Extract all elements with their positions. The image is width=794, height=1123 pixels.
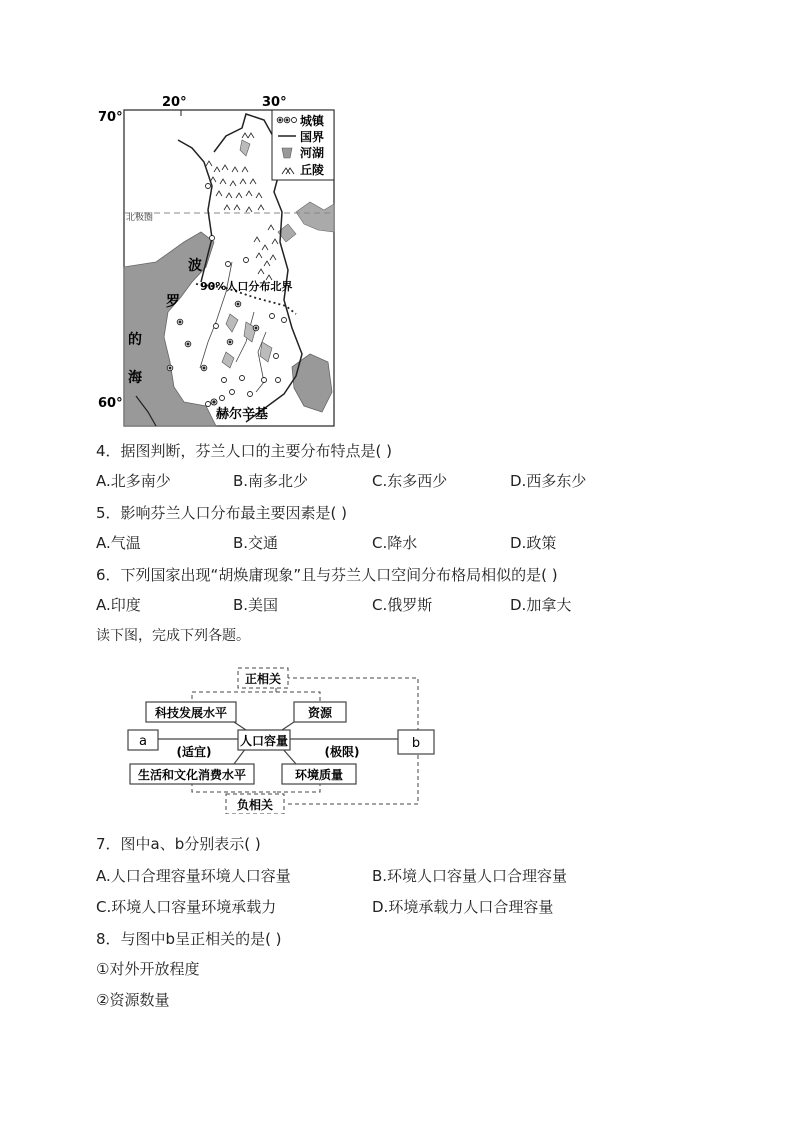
q7-option-b[interactable]: B.环境人口容量人口合理容量 [372,867,568,885]
q4-option-a[interactable]: A.北多南少 [96,472,171,490]
fit-label: (适宜) [176,745,212,759]
arctic-circle-label: 北极圈 [126,213,154,223]
environment-quality-label: 环境质量 [294,768,344,782]
q8-item-2: ②资源数量 [96,991,170,1009]
tech-level-label: 科技发展水平 [154,706,228,720]
box-b-label: b [411,736,421,751]
sea-char-2: 罗 [166,294,180,310]
negative-correlation-label: 负相关 [236,798,274,812]
q6-option-c[interactable]: C.俄罗斯 [372,596,433,614]
population-capacity-label: 人口容量 [239,734,289,748]
q8-item-1: ①对外开放程度 [96,960,200,978]
resource-label: 资源 [307,706,333,720]
q5-option-d[interactable]: D.政策 [510,534,557,552]
limit-label: (极限) [324,745,360,759]
question-5: 5．影响芬兰人口分布最主要因素是( ) [96,504,348,522]
instruction: 读下图，完成下列各题。 [96,628,250,644]
sea-char-4: 海 [128,370,142,386]
q7-option-d[interactable]: D.环境承载力人口合理容量 [372,898,554,916]
q4-option-b[interactable]: B.南多北少 [233,472,309,490]
lat-label-60: 60° [98,396,123,411]
q5-option-b[interactable]: B.交通 [233,534,279,552]
legend-hill-label: 丘陵 [300,163,325,177]
legend-town-symbol [277,117,296,123]
finland-map [96,92,342,428]
q7-option-a[interactable]: A.人口合理容量环境人口容量 [96,867,291,885]
q4-option-c[interactable]: C.东多西少 [372,472,448,490]
question-6: 6．下列国家出现“胡焕庸现象”且与芬兰人口空间分布格局相似的是( ) [96,566,558,584]
lon-label-20: 20° [162,95,187,110]
lat-label-70: 70° [98,110,123,125]
q6-option-a[interactable]: A.印度 [96,596,141,614]
population-boundary-label: 90%人口分布北界 [200,280,293,293]
sea-char-3: 的 [128,332,142,348]
legend-town-label: 城镇 [300,114,325,128]
sea-char-1: 波 [188,258,202,274]
life-consumption-label: 生活和文化消费水平 [137,768,247,782]
population-capacity-diagram [126,664,440,814]
legend-border-label: 国界 [300,130,325,144]
box-a-label: a [139,734,147,749]
legend-lake-symbol [282,148,292,158]
q5-option-a[interactable]: A.气温 [96,534,141,552]
positive-correlation-label: 正相关 [244,672,282,686]
q5-option-c[interactable]: C.降水 [372,534,418,552]
q6-option-d[interactable]: D.加拿大 [510,596,572,614]
q6-option-b[interactable]: B.美国 [233,596,279,614]
q7-option-c[interactable]: C.环境人口容量环境承载力 [96,898,277,916]
lon-label-30: 30° [262,95,287,110]
capital-label: 赫尔辛基 [216,407,269,422]
question-7: 7．图中a、b分别表示( ) [96,835,261,853]
question-8: 8．与图中b呈正相关的是( ) [96,930,282,948]
question-4: 4．据图判断，芬兰人口的主要分布特点是( ) [96,442,393,460]
q4-option-d[interactable]: D.西多东少 [510,472,587,490]
legend-lake-label: 河湖 [300,146,325,160]
